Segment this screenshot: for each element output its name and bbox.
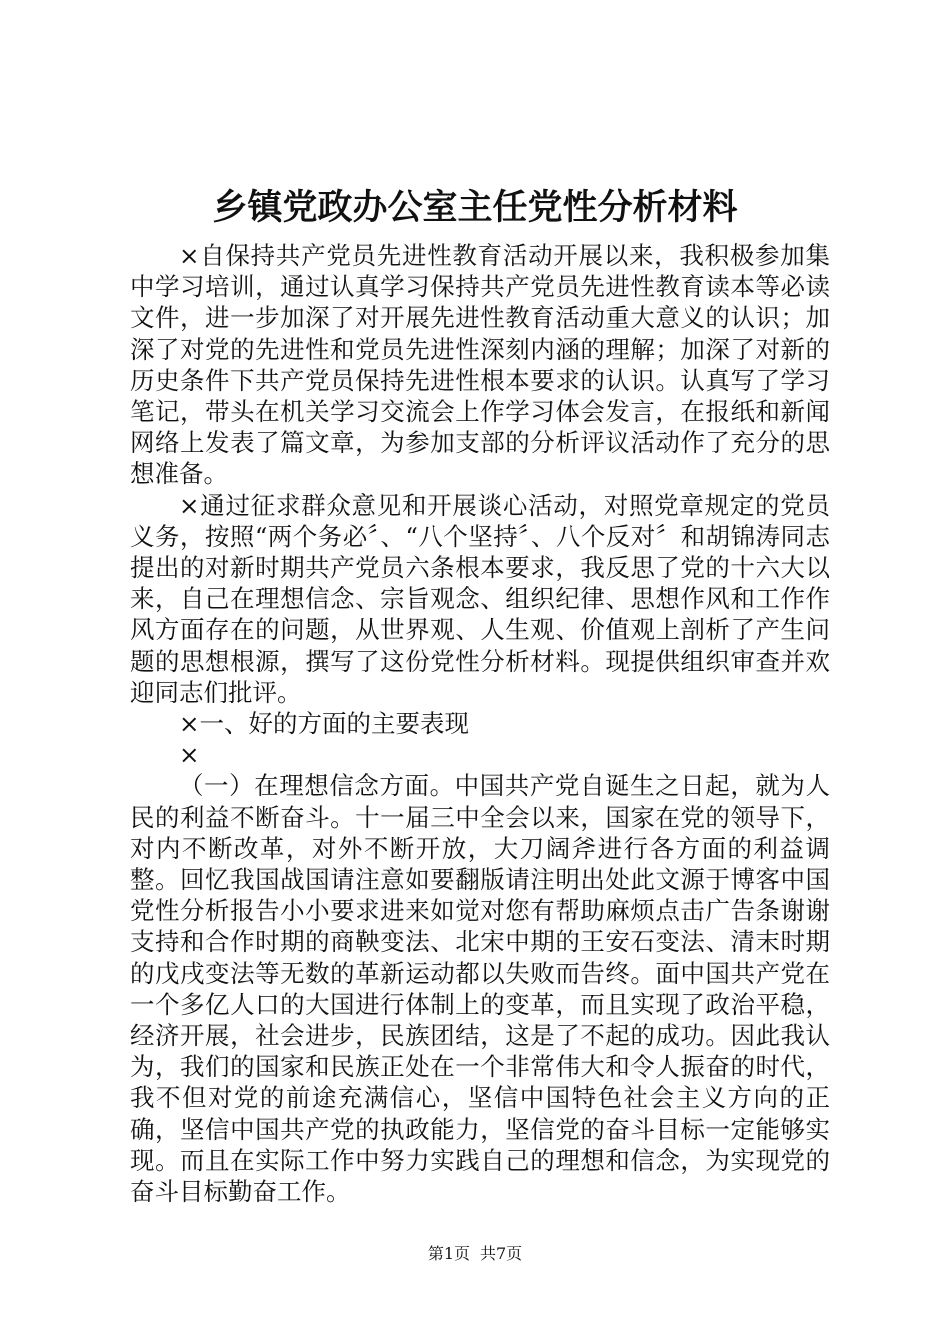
document-body xyxy=(130,240,830,1207)
page-number: 第1页 xyxy=(427,1244,470,1263)
section-heading-good-aspects: ×一、好的方面的主要表现 xyxy=(179,709,470,739)
paragraph-self-analysis: ×通过征求群众意见和开展谈心活动，对照党章规定的党员义务，按照“两个务必〞、“八个坚持〞、八个反对〞和胡锦涛同志提出的对新时期共产党员六条根本要求，我反思了党的十六大以来，自己在理想信念、宗旨观念、组织纪律、思想作风和工作作风方面存在的问题，从世界观、人生观、价值观上剖析了产生问题的思想根源，撰写了这份党性分析材料。现提供组织审查并欢迎同志们批评。 xyxy=(130,490,830,707)
page-footer xyxy=(0,1243,950,1265)
paragraph-intro: ×自保持共产党员先进性教育活动开展以来，我积极参加集中学习培训，通过认真学习保持共产党员先进性教育读本等必读文件，进一步加深了对开展先进性教育活动重大意义的认识；加深了对党的先进性和党员先进性深刻内涵的理解；加深了对新的历史条件下共产党员保持先进性根本要求的认识。认真写了学习笔记，带头在机关学习交流会上作学习体会发言，在报纸和新闻网络上发表了篇文章，为参加支部的分析评议活动作了充分的思想准备。 xyxy=(130,241,830,489)
paragraph-marker: × xyxy=(179,740,200,770)
document-title: 乡镇党政办公室主任党性分析材料 xyxy=(212,187,738,228)
page-total: 共7页 xyxy=(480,1244,523,1263)
paragraph-ideals-beliefs: （一）在理想信念方面。中国共产党自诞生之日起，就为人民的利益不断奋斗。十一届三中全会以来，国家在党的领导下，对内不断改革，对外不断开放，大刀阔斧进行各方面的利益调整。回忆我国战国请注意如要翻版请注明出处此文源于博客中国党性分析报告小小要求进来如觉对您有帮助麻烦点击广告条谢谢支持和合作时期的商鞅变法、北宋中期的王安石变法、清末时期的戊戌变法等无数的革新运动都以失败而告终。面中国共产党在一个多亿人口的大国进行体制上的变革，而且实现了政治平稳，经济开展，社会进步，民族团结，这是了不起的成功。因此我认为，我们的国家和民族正处在一个非常伟大和令人振奋的时代，我不但对党的前途充满信心，坚信中国特色社会主义方向的正确，坚信中国共产党的执政能力，坚信党的奋斗目标一定能够实现。而且在实际工作中努力实践自己的理想和信念，为实现党的奋斗目标勤奋工作。 xyxy=(130,771,830,1207)
